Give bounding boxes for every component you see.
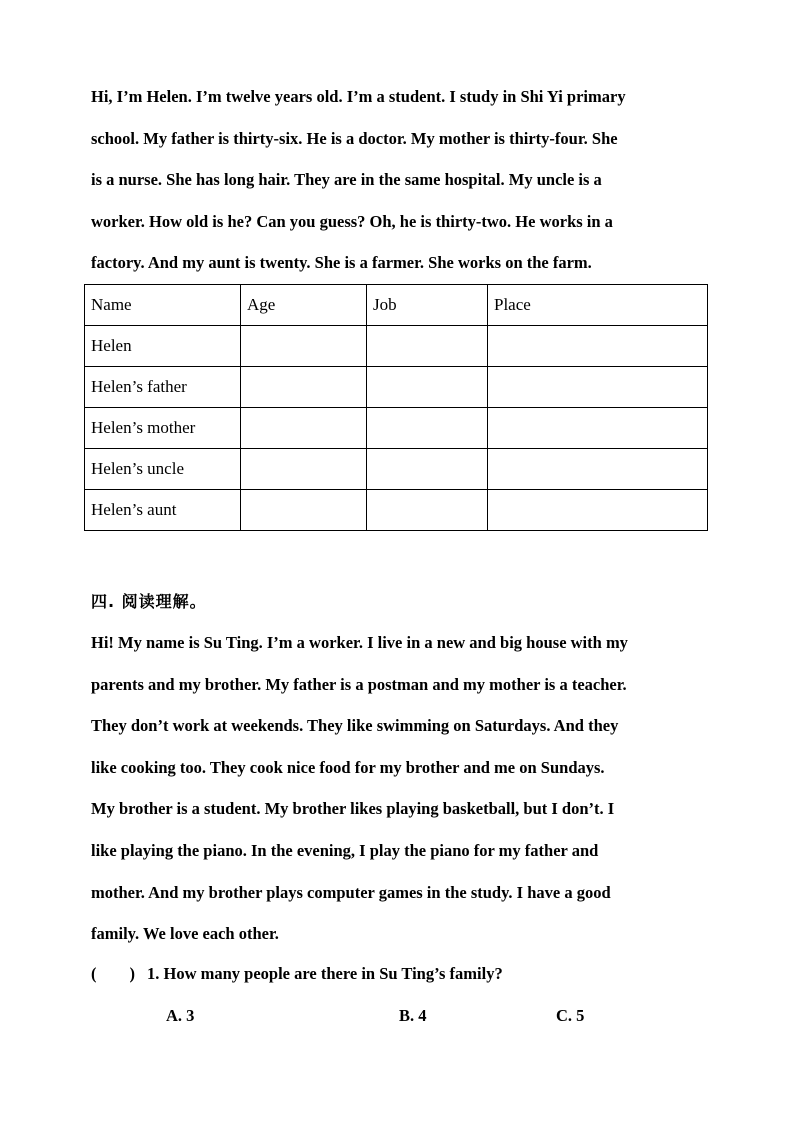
age-answer-cell[interactable] [241, 367, 367, 408]
table-header-name: Name [85, 285, 241, 326]
section-heading: 四. 阅读理解。 [91, 592, 207, 611]
passage-line: like cooking too. They cook nice food for my brother and me on Sundays. [91, 757, 605, 777]
age-answer-cell[interactable] [241, 490, 367, 531]
age-answer-cell[interactable] [241, 449, 367, 490]
passage-line: is a nurse. She has long hair. They are in the same hospital. My uncle is a [91, 170, 602, 190]
family-info-table [84, 284, 708, 531]
table-header-age: Age [241, 285, 367, 326]
question-text: 1. How many people are there in Su Ting’s family? [147, 964, 503, 983]
passage-line: school. My father is thirty-six. He is a doctor. My mother is thirty-four. She [91, 128, 618, 148]
job-answer-cell[interactable] [367, 490, 488, 531]
table-header-job: Job [367, 285, 488, 326]
job-answer-cell[interactable] [367, 449, 488, 490]
age-answer-cell[interactable] [241, 408, 367, 449]
option-b: B. 4 [399, 1006, 427, 1025]
passage-line: Hi, I’m Helen. I’m twelve years old. I’m a student. I study in Shi Yi primary [91, 87, 626, 106]
passage-line: mother. And my brother plays computer games in the study. I have a good [91, 882, 611, 902]
place-answer-cell[interactable] [488, 408, 708, 449]
place-answer-cell[interactable] [488, 367, 708, 408]
table-row [85, 326, 708, 367]
option-a: A. 3 [166, 1006, 195, 1025]
question-1 [91, 964, 503, 984]
row-name-cell: Helen’s uncle [85, 449, 241, 490]
passage-line: They don’t work at weekends. They like swimming on Saturdays. And they [91, 716, 619, 736]
passage-line: family. We love each other. [91, 924, 279, 944]
row-name-cell: Helen’s aunt [85, 490, 241, 531]
place-answer-cell[interactable] [488, 490, 708, 531]
table-header-place: Place [488, 285, 708, 326]
row-name-cell: Helen [85, 326, 241, 367]
option-c: C. 5 [556, 1006, 585, 1025]
row-name-cell: Helen’s father [85, 367, 241, 408]
passage-line: Hi! My name is Su Ting. I’m a worker. I live in a new and big house with my [91, 633, 628, 652]
passage-line: worker. How old is he? Can you guess? Oh, he is thirty-two. He works in a [91, 211, 613, 231]
job-answer-cell[interactable] [367, 326, 488, 367]
passage-line: factory. And my aunt is twenty. She is a farmer. She works on the farm. [91, 253, 592, 273]
job-answer-cell[interactable] [367, 367, 488, 408]
passage-line: like playing the piano. In the evening, I play the piano for my father and [91, 840, 599, 860]
table-header-row [85, 285, 708, 326]
place-answer-cell[interactable] [488, 326, 708, 367]
table-row [85, 367, 708, 408]
row-name-cell: Helen’s mother [85, 408, 241, 449]
place-answer-cell[interactable] [488, 449, 708, 490]
passage-line: My brother is a student. My brother likes playing basketball, but I don’t. I [91, 799, 615, 819]
passage-su-ting [91, 622, 711, 955]
age-answer-cell[interactable] [241, 326, 367, 367]
job-answer-cell[interactable] [367, 408, 488, 449]
answer-blank[interactable]: ( ) [91, 964, 135, 983]
passage-line: parents and my brother. My father is a postman and my mother is a teacher. [91, 674, 627, 694]
table-row [85, 449, 708, 490]
table-row [85, 490, 708, 531]
passage-helen [91, 76, 711, 284]
table-row [85, 408, 708, 449]
